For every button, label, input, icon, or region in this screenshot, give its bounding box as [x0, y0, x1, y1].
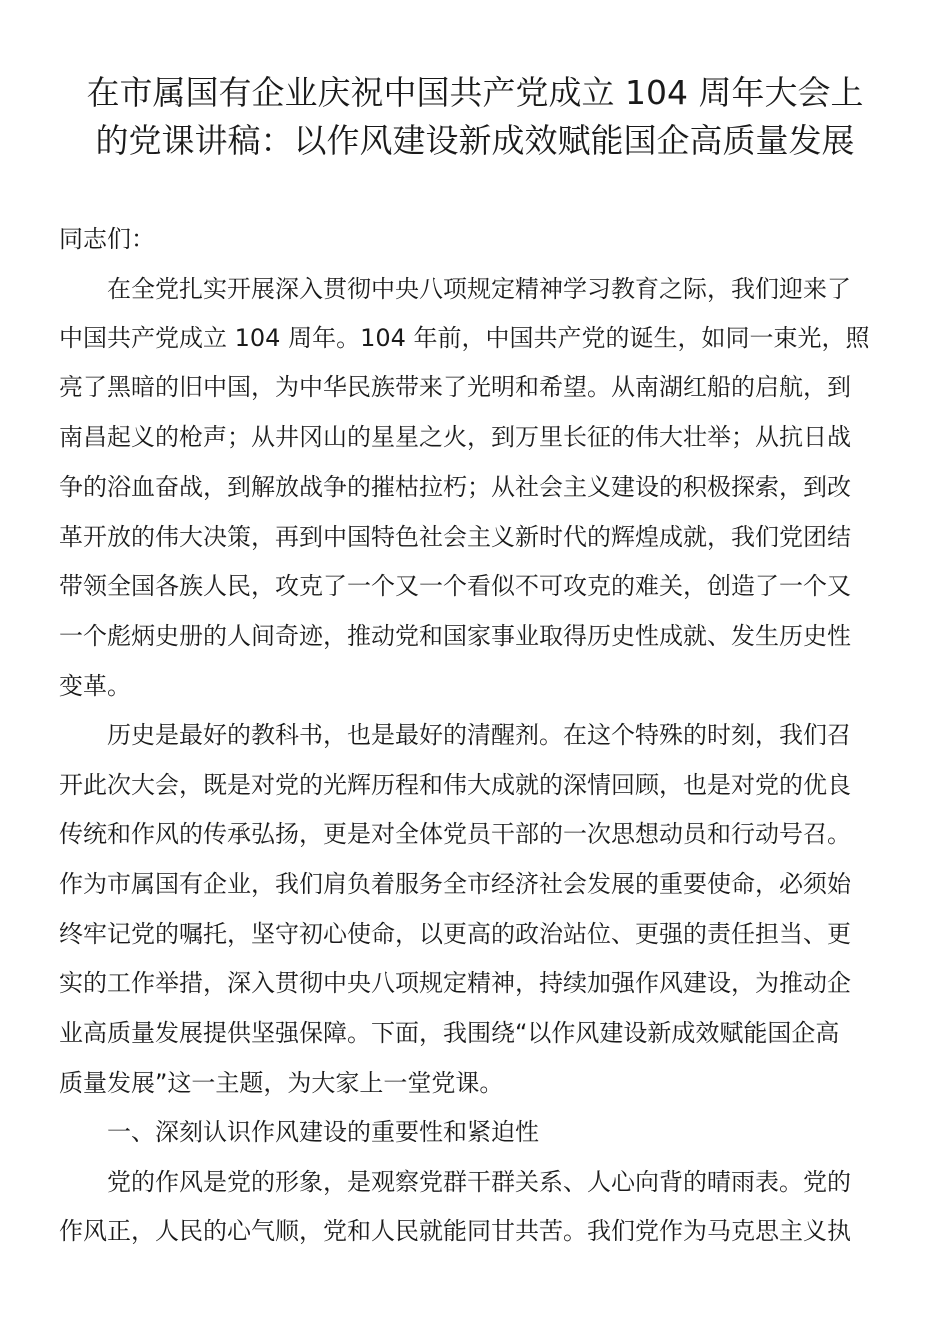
- document-title-line-1: 在市属国有企业庆祝中国共产党成立 104 周年大会上: [86, 73, 864, 112]
- paragraph-2-line-2: 开此次大会，既是对党的光辉历程和伟大成就的深情回顾，也是对党的优良: [59, 771, 851, 799]
- paragraph-3-line-2: 作风正，人民的心气顺，党和人民就能同甘共苦。我们党作为马克思主义执: [59, 1217, 851, 1245]
- paragraph-1-line-1: 在全党扎实开展深入贯彻中央八项规定精神学习教育之际，我们迎来了: [107, 275, 851, 303]
- paragraph-2-line-3: 传统和作风的传承弘扬，更是对全体党员干部的一次思想动员和行动号召。: [59, 820, 851, 848]
- paragraph-2-line-5: 终牢记党的嘱托，坚守初心使命，以更高的政治站位、更强的责任担当、更: [59, 920, 851, 948]
- section-heading-1: 一、深刻认识作风建设的重要性和紧迫性: [107, 1118, 539, 1146]
- paragraph-1-line-6: 革开放的伟大决策，再到中国特色社会主义新时代的辉煌成就，我们党团结: [59, 523, 851, 551]
- paragraph-1-line-9: 变革。: [59, 672, 131, 700]
- paragraph-1-line-7: 带领全国各族人民，攻克了一个又一个看似不可攻克的难关，创造了一个又: [59, 572, 851, 600]
- salutation: 同志们：: [59, 225, 155, 253]
- paragraph-2-line-1: 历史是最好的教科书，也是最好的清醒剂。在这个特殊的时刻，我们召: [107, 721, 851, 749]
- paragraph-1-line-3: 亮了黑暗的旧中国，为中华民族带来了光明和希望。从南湖红船的启航，到: [59, 373, 851, 401]
- paragraph-1-line-5: 争的浴血奋战，到解放战争的摧枯拉朽；从社会主义建设的积极探索，到改: [59, 473, 851, 501]
- paragraph-1-line-2: 中国共产党成立 104 周年。104 年前，中国共产党的诞生，如同一束光，照: [59, 324, 870, 352]
- document-title-line-2: 的党课讲稿：以作风建设新成效赋能国企高质量发展: [95, 121, 855, 160]
- paragraph-2-line-6: 实的工作举措，深入贯彻中央八项规定精神，持续加强作风建设，为推动企: [59, 969, 851, 997]
- paragraph-1-line-8: 一个彪炳史册的人间奇迹，推动党和国家事业取得历史性成就、发生历史性: [59, 622, 851, 650]
- paragraph-2-line-8: 质量发展”这一主题，为大家上一堂党课。: [59, 1069, 504, 1097]
- paragraph-3-line-1: 党的作风是党的形象，是观察党群干群关系、人心向背的晴雨表。党的: [107, 1168, 851, 1196]
- paragraph-2-line-4: 作为市属国有企业，我们肩负着服务全市经济社会发展的重要使命，必须始: [59, 870, 851, 898]
- paragraph-1-line-4: 南昌起义的枪声；从井冈山的星星之火，到万里长征的伟大壮举；从抗日战: [59, 423, 851, 451]
- paragraph-2-line-7: 业高质量发展提供坚强保障。下面，我围绕“以作风建设新成效赋能国企高: [59, 1019, 840, 1047]
